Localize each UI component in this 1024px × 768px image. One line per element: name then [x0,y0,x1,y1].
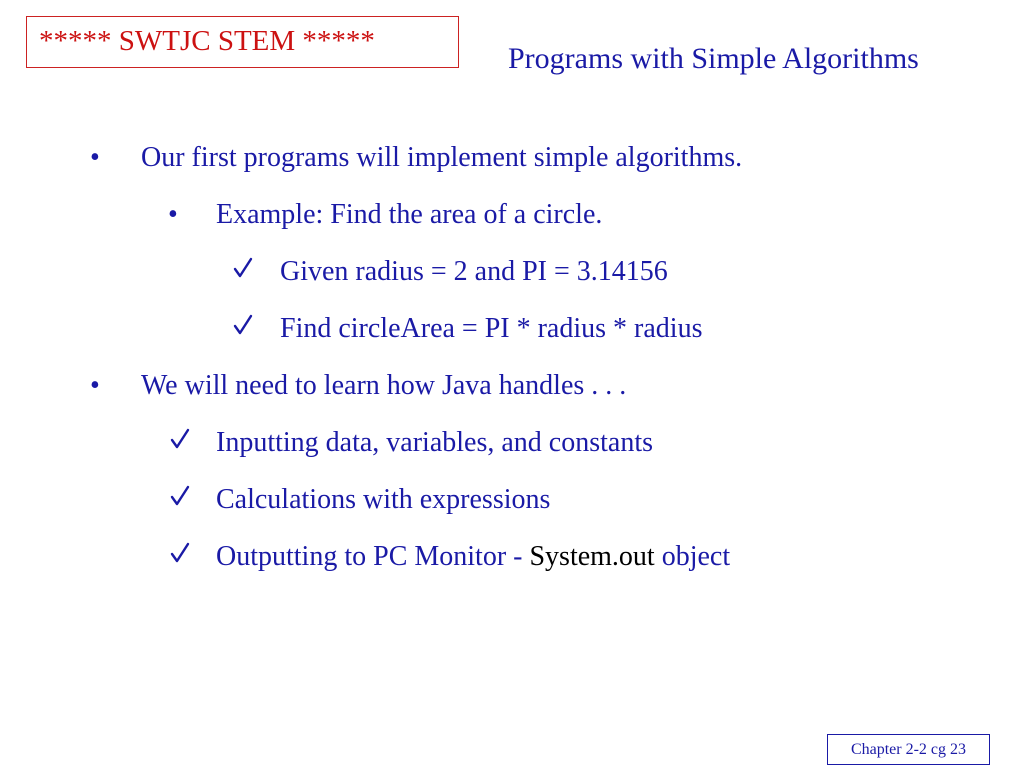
check-text-5-suffix: object [654,541,731,572]
code-system-out: System.out [529,541,655,572]
sub-bullet-text-1: Example: Find the area of a circle. [216,199,603,230]
check-text-1: Given radius = 2 and PI = 3.14156 [280,256,668,287]
page-label [827,734,990,765]
bullet-dot-1: • [90,142,100,173]
check-mark-icon [170,428,190,450]
header-banner [26,16,459,68]
check-mark-icon [233,314,253,336]
check-text-5 [216,543,730,571]
sub-bullet-dot-1: • [168,199,178,230]
check-mark-icon [170,485,190,507]
check-text-4: Calculations with expressions [216,484,551,515]
check-text-3: Inputting data, variables, and constants [216,427,653,458]
check-mark-icon [233,257,253,279]
bullet-text-1: Our first programs will implement simple algorithms. [141,142,743,173]
slide-title: Programs with Simple Algorithms [508,42,919,75]
check-text-5-prefix: Outputting to PC Monitor - [216,541,530,572]
bullet-text-2: We will need to learn how Java handles . . . [141,370,627,401]
header-banner-text: ***** SWTJC STEM ***** [39,25,375,57]
page-label-text: Chapter 2-2 cg 23 [850,741,967,758]
check-text-2: Find circleArea = PI * radius * radius [280,313,703,344]
bullet-dot-2: • [90,370,100,401]
check-mark-icon [170,542,190,564]
